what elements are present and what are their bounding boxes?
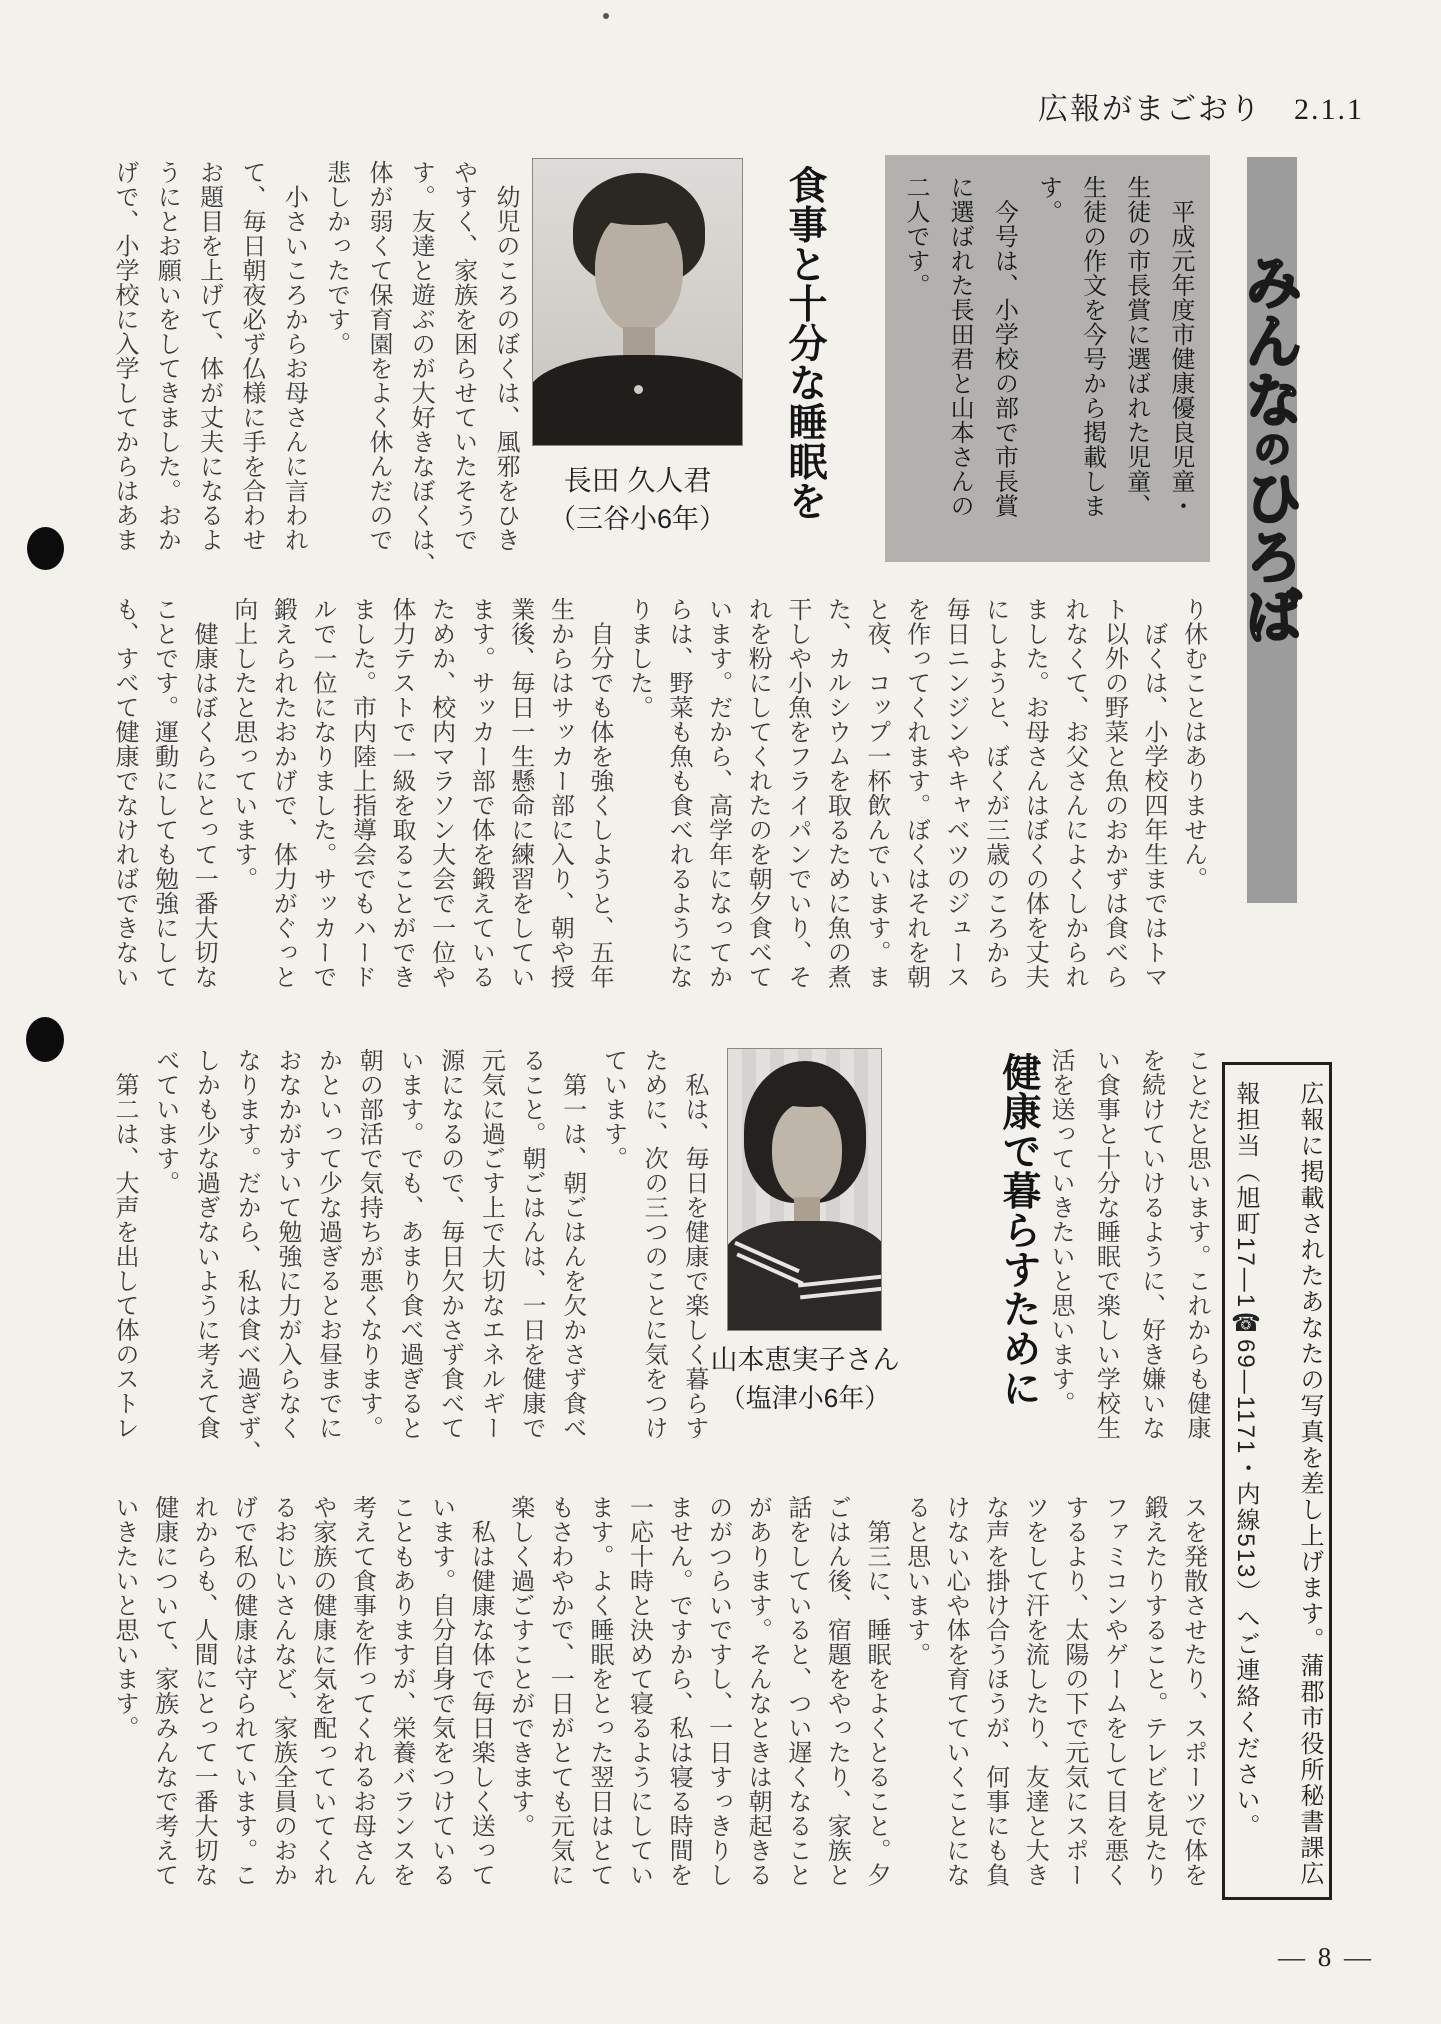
text-column: りました。: [625, 597, 653, 720]
text-column: 朝の部活で気持ちが悪くなります。: [355, 1048, 383, 1440]
article2-headline: 健康で暮らすために: [996, 1052, 1040, 1408]
text-column: ことだと思います。これからも健康: [1182, 1048, 1210, 1440]
text-column: と夜、コップ一杯飲んでいます。ま: [862, 597, 890, 989]
text-column: も、すべて健康でなければできない: [111, 597, 138, 989]
text-column: 今号は、小学校の部で市長賞: [990, 175, 1018, 518]
text-column: 健康はぼくらにとって一番大切な: [190, 597, 218, 989]
text-column: 自分でも体を強くしようと、五年: [585, 597, 613, 989]
section-title-part1: みんな: [1235, 252, 1301, 429]
text-column: べています。: [151, 1048, 179, 1195]
text-column: 悲しかったです。: [322, 160, 350, 356]
text-column: 元気に過ごす上で大切なエネルギー: [477, 1048, 505, 1440]
uniform-shape: [532, 355, 743, 446]
text-column: に選ばれた長田君と山本さんの: [946, 175, 974, 518]
text-column: 幼児のころのぼくは、風邪をひき: [491, 160, 519, 552]
text-column: 楽しく過ごすことができます。: [506, 1495, 534, 1838]
text-column: な声を掛け合うほうが、何事にも負: [981, 1495, 1009, 1887]
text-column: なります。だから、私は食べ過ぎず、: [233, 1048, 261, 1465]
text-column: 考えて食事を作ってくれるお母さん: [348, 1495, 376, 1887]
text-column: 業後、毎日一生懸命に練習をしてい: [506, 597, 534, 989]
photo-osada: [532, 158, 743, 446]
text-column: 第一は、朝ごはんを欠かさず食べ: [558, 1048, 586, 1440]
text-column: 第三に、睡眠をよくとること。夕: [862, 1495, 890, 1887]
text-column: 干しや小魚をフライパンでいり、そ: [783, 597, 811, 989]
text-column: 活を送っていきたいと思います。: [1047, 1048, 1074, 1416]
text-column: を作ってくれます。ぼくはそれを朝: [902, 597, 930, 989]
text-column: います。だから、高学年になってか: [704, 597, 732, 989]
text-column: 私は、毎日を健康で楽しく暮らす: [680, 1048, 708, 1440]
text-column: スを発散させたり、スポーツで体を: [1179, 1495, 1207, 1887]
text-column: おなかがすいて勉強に力が入らなく: [273, 1048, 301, 1440]
article2-text-block-b: [112, 1495, 1205, 1907]
text-column: 報担当（旭町17—1☎69—1171・内線513）へご連絡ください。: [1232, 1081, 1259, 1840]
text-column: ます。サッカー部で体を鍛えている: [467, 597, 495, 989]
bangs-shape: [766, 1073, 850, 1107]
text-column: うにとお願いをしてきました。おか: [153, 160, 181, 552]
binding-hole-bottom: [26, 1017, 64, 1062]
text-column: ためか、校内マラソン大会で一位や: [427, 597, 455, 989]
text-column: 生からはサッカー部に入り、朝や授: [546, 597, 574, 989]
text-column: 話をしていると、つい遅くなること: [783, 1495, 811, 1887]
text-column: しかも少な過ぎないように考えて食: [192, 1048, 220, 1440]
text-column: ルで一位になりました。サッカーで: [308, 597, 336, 989]
text-column: 向上したと思っています。: [229, 597, 257, 891]
text-column: けない心や体を育てていくことにな: [942, 1495, 970, 1887]
text-column: ません。ですから、私は寝る時間を: [665, 1495, 693, 1887]
text-column: ること。朝ごはんは、一日を健康で: [518, 1048, 546, 1440]
text-column: や家族の健康に気を配っていてくれ: [308, 1495, 336, 1887]
text-column: ことです。運動にしても勉強にして: [150, 597, 178, 989]
text-column: ると思います。: [902, 1495, 930, 1667]
text-column: す。友達と遊ぶのが大好きなぼくは、: [407, 160, 435, 577]
text-column: のがつらいですし、一日すっきりし: [704, 1495, 732, 1887]
article1-text-block-b: [112, 597, 1205, 1003]
text-column: り休むことはありません。: [1179, 597, 1207, 891]
text-column: 体力テストで一級を取ることができ: [388, 597, 416, 989]
text-column: た、カルシウムを取るために魚の煮: [823, 597, 851, 989]
text-column: て、毎日朝夜必ず仏様に手を合わせ: [237, 160, 265, 552]
text-column: やすく、家族を困らせていたそうで: [449, 160, 477, 552]
text-column: 第二は、大声を出して体のストレ: [111, 1048, 138, 1440]
text-column: います。でも、あまり食べ過ぎると: [395, 1048, 423, 1440]
text-column: 源になるので、毎日欠かさず食べて: [436, 1048, 464, 1440]
page-number: ― 8 ―: [1278, 1942, 1374, 1972]
article2-author-school: （塩津小6年）: [719, 1383, 891, 1413]
section-title-part3: ひろば: [1235, 468, 1301, 645]
text-column: 生徒の市長賞に選ばれた児童、: [1122, 175, 1150, 518]
text-column: らは、野菜も魚も食べれるようにな: [665, 597, 693, 989]
binding-hole-top: [27, 527, 64, 570]
text-column: ぼくは、小学校四年生まではトマ: [1140, 597, 1168, 989]
article2-author-name: 山本恵実子さん: [710, 1345, 900, 1375]
text-column: ツをして汗を流したり、友達と大き: [1021, 1495, 1049, 1887]
text-column: 平成元年度市健康優良児童・: [1166, 175, 1194, 518]
text-column: 健康について、家族みんなで考えて: [150, 1495, 178, 1887]
text-column: ごはん後、宿題をやったり、家族と: [823, 1495, 851, 1887]
section-title: [1235, 252, 1301, 645]
text-column: かといって少な過ぎるとお昼までに: [314, 1048, 342, 1440]
text-column: もさわやかで、一日がとても元気に: [546, 1495, 574, 1887]
text-column: い食事と十分な睡眠で楽しい学校生: [1092, 1048, 1120, 1440]
notice-box: [1222, 1062, 1332, 1900]
text-column: れを粉にしてくれたのを朝夕食べて: [744, 597, 772, 989]
article1-headline: 食事と十分な睡眠を: [782, 165, 826, 521]
scan-artifact-dot: [603, 13, 609, 19]
article1-text-block-c: [1048, 1048, 1208, 1473]
text-column: す。: [1034, 175, 1062, 224]
page-header: 広報がまごおり 2.1.1: [1038, 93, 1364, 126]
text-column: 体が弱くて保育園をよく休んだので: [364, 160, 392, 552]
text-column: ました。お母さんはぼくの体を丈夫: [1021, 597, 1049, 989]
bangs-shape: [589, 185, 689, 225]
text-column: るおじいさんなど、家族全員のおか: [269, 1495, 297, 1887]
sailor-uniform-shape: [727, 1221, 882, 1331]
text-column: げで、小学校に入学してからはあま: [111, 160, 138, 552]
text-column: ました。市内陸上指導会でもハード: [348, 597, 376, 989]
intro-box: [885, 155, 1210, 562]
text-column: 私は健康な体で毎日楽しく送って: [467, 1495, 495, 1887]
photo-yamamoto: [727, 1048, 882, 1331]
face-shape: [595, 211, 683, 333]
text-column: 一応十時と決めて寝るようにしてい: [625, 1495, 653, 1887]
collar-button-shape: [634, 385, 643, 394]
text-column: 鍛えられたおかげで、体力がぐっと: [269, 597, 297, 989]
text-column: 生徒の作文を今号から掲載しま: [1078, 175, 1106, 518]
text-column: こともありますが、栄養バランスを: [388, 1495, 416, 1887]
article1-text-block-a: [111, 160, 519, 577]
text-column: するより、太陽の下で元気にスポー: [1060, 1495, 1088, 1887]
text-column: います。自分自身で気をつけている: [427, 1495, 455, 1887]
text-column: お題目を上げて、体が丈夫になるよ: [195, 160, 223, 552]
article1-author-school: （三谷小6年）: [548, 504, 727, 534]
text-column: 二人です。: [902, 175, 929, 298]
text-column: げで私の健康は守られています。こ: [229, 1495, 257, 1887]
text-column: 毎日ニンジンやキャベツのジュース: [942, 597, 970, 989]
text-column: 小さいころからお母さんに言われ: [280, 160, 308, 552]
text-column: を続けていけるように、好き嫌いな: [1137, 1048, 1165, 1440]
text-column: ために、次の三つのことに気をつけ: [640, 1048, 668, 1440]
text-column: 鍛えたりすること。テレビを見たり: [1140, 1495, 1168, 1887]
text-column: ています。: [599, 1048, 627, 1171]
text-column: ト以外の野菜と魚のおかずは食べら: [1100, 597, 1128, 989]
text-column: いきたいと思います。: [111, 1495, 138, 1740]
text-column: ファミコンやゲームをして目を悪く: [1100, 1495, 1128, 1887]
text-column: があります。そんなときは朝起きる: [744, 1495, 772, 1887]
section-title-part2: の: [1246, 429, 1289, 468]
text-column: れなくて、お父さんによくしかられ: [1060, 597, 1088, 989]
article1-author-name: 長田 久人君: [563, 465, 712, 496]
text-column: ます。よく睡眠をとった翌日はとて: [585, 1495, 613, 1887]
text-column: れからも、人間にとって一番大切な: [190, 1495, 218, 1887]
article2-text-block-a: [112, 1048, 706, 1473]
face-shape: [772, 1103, 842, 1203]
text-column: にしようと、ぼくが三歳のころから: [981, 597, 1009, 989]
text-column: 広報に掲載されたあなたの写真を差し上げます。蒲郡市役所秘書課広: [1296, 1081, 1323, 1887]
